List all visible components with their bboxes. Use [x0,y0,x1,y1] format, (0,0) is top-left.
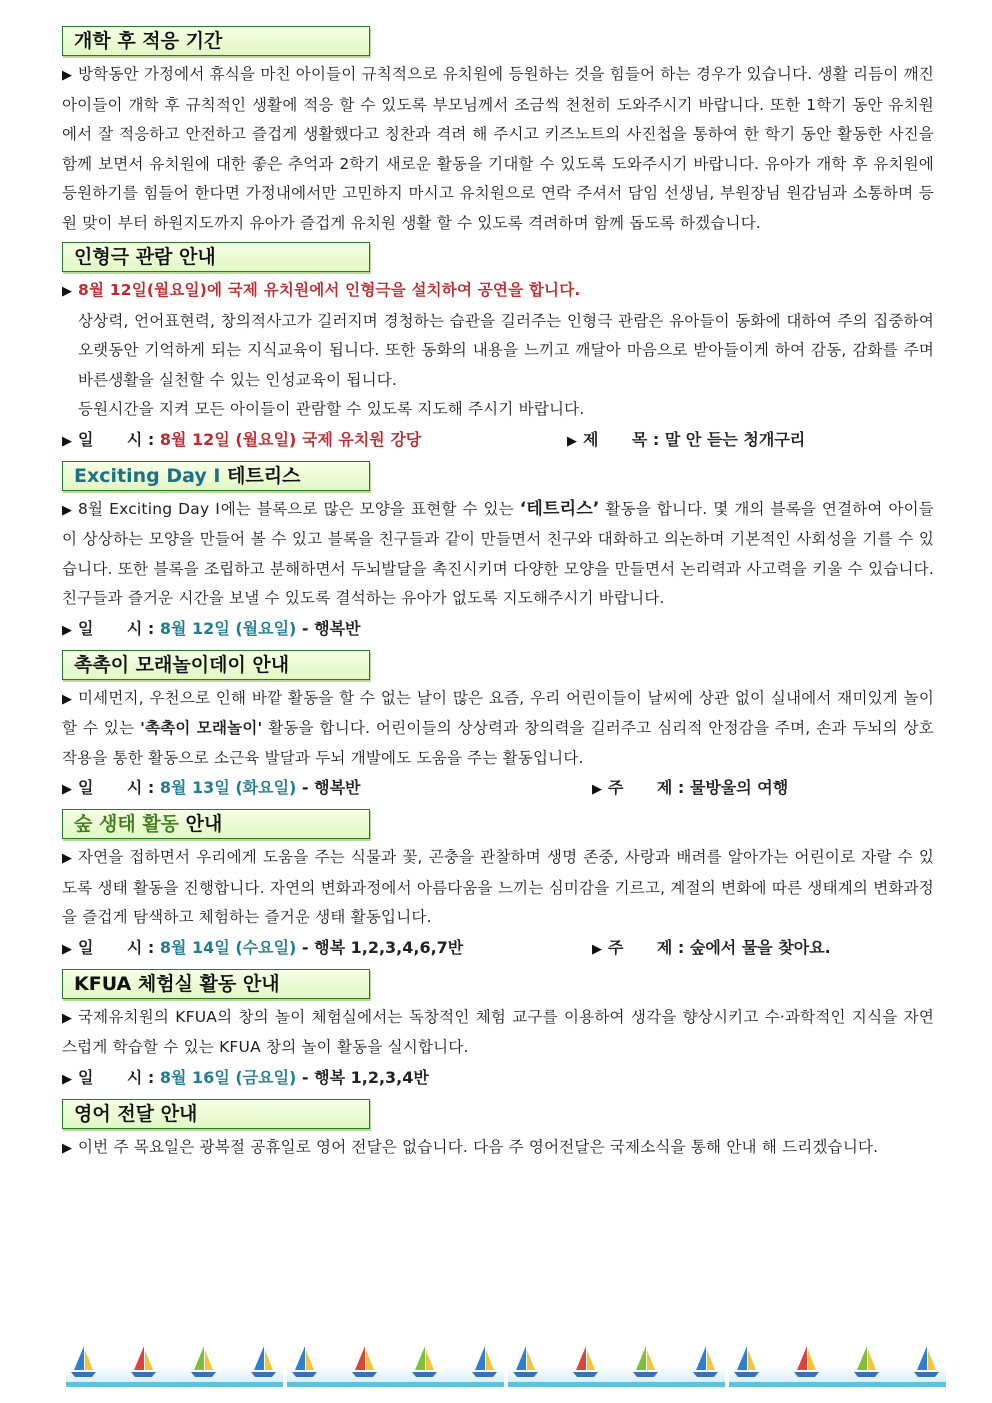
sailboat-icon [854,1346,879,1377]
sailboat-icon [191,1346,216,1377]
arrow-icon: ▶ [592,782,602,797]
arrow-icon: ▶ [62,1140,73,1156]
heading-text: 인형극 관람 안내 [74,246,216,268]
arrow-icon: ▶ [592,941,602,957]
date-label: 일 시 : [78,618,155,638]
arrow-icon: ▶ [62,1010,73,1026]
section-sand-play [62,650,934,806]
arrow-icon: ▶ [62,782,72,797]
arrow-icon: ▶ [62,68,73,83]
date-value: 8월 13일 (화요일) [159,778,297,797]
arrow-icon: ▶ [62,284,73,299]
sailboat-icon [131,1346,156,1377]
info-row [62,425,934,457]
section-heading [62,242,370,272]
class-value: - 행복반 [296,778,361,797]
sailboat-icon [412,1346,437,1377]
section-kfua [62,969,934,1095]
sailboat-icon [513,1346,538,1377]
paragraph-text: 자연을 접하면서 우리에게 도움을 주는 식물과 꽃, 곤충을 관찰하며 생명 존중, 사랑과 배려를 알아가는 어린이로 자랄 수 있도록 생태 활동을 진행합니다. 자연의 변화과정에서 아름다움을 느끼는 심미감을 기르고, 계절의 변화에 따른 생태계의 변화과정을 즐겁게 탐색하고 체험하는 즐거운 생태 활동입니다. [62,848,934,926]
title-value: 말 안 듣는 청개구리 [664,429,806,449]
heading-text: 영어 전달 안내 [74,1102,198,1125]
topic-value: 물방울의 여행 [689,778,789,797]
sailboat-icon [352,1346,377,1377]
section-heading [62,650,370,680]
info-row [62,933,934,965]
arrow-icon: ▶ [62,691,73,707]
sailboat-icon [633,1346,658,1377]
date-label: 일 시 : [78,1067,155,1087]
date-label: 일 시 : [78,937,155,957]
section-puppet-show [62,242,934,457]
section-english [62,1099,934,1164]
section-heading [62,26,370,56]
info-row [62,614,934,646]
heading-text-en: Exciting Day Ⅰ [74,464,221,487]
arrow-icon: ▶ [62,1071,72,1087]
date-value: 8월 12일 (월요일) [159,618,297,638]
arrow-icon: ▶ [62,622,72,638]
section-heading [62,969,370,999]
paragraph-text: 활동을 합니다. 몇 개의 블록을 연결하여 아이들이 상상하는 모양을 만들어 볼 수 있고 블록을 친구들과 같이 만들면서 친구와 대화하고 의논하며 기본적인 사회성을 기를 수 있습니다. 또한 블록을 조립하고 분해하면서 두뇌발달을 촉진시키며 다양한 모양을 만들면서 논리력과 사고력을 키울 수 있습니다. 친구들과 즐거운 시간을 보낼 수 있도록 결석하는 유아가 없도록 지도해주시기 바랍니다. [62,499,934,607]
paragraph-text: 8월 Exciting Day Ⅰ에는 블록으로 많은 모양을 표현할 수 있는 [78,499,514,518]
topic-value: 숲에서 물을 찾아요. [689,937,831,957]
paragraph-text: 이번 주 목요일은 광복절 공휴일로 영어 전달은 없습니다. 다음 주 영어전달은 국제소식을 통해 안내 해 드리겠습니다. [78,1137,879,1156]
info-row [62,1063,934,1095]
heading-text: 안내 [185,813,223,835]
paragraph-text: 미세먼지, 우천으로 인해 바깥 활동을 할 수 없는 날이 많은 요즘, 우리 어린이들이 날씨에 상관 없이 실내에서 재미있게 놀이할 수 있는 [62,688,934,737]
sailboat-group [66,1342,283,1387]
date-value: 8월 14일 (수요일) [159,937,297,957]
arrow-icon: ▶ [62,502,73,518]
paragraph-text: 활동을 합니다. 어린이들의 상상력과 창의력을 길러주고 심리적 안정감을 주며, 손과 두뇌의 상호작용을 통한 활동으로 소근육 발달과 두뇌 개발에도 도움을 주는 활동입니다. [62,719,934,767]
class-value: - 행복 1,2,3,4반 [296,1067,429,1087]
section-paragraph [62,1133,934,1164]
section-paragraph [62,60,934,238]
arrow-icon: ▶ [62,941,72,957]
sailboat-icon [794,1346,819,1377]
section-heading [62,1099,370,1129]
arrow-icon: ▶ [62,433,72,449]
date-label: 일 시 : [78,429,155,449]
class-value: - 행복반 [296,618,361,638]
title-label: 제 목 : [583,429,660,449]
section-heading [62,809,370,839]
section-paragraph [62,684,934,774]
sailboat-icon [71,1346,96,1377]
section-paragraph [62,843,934,933]
section-adaptation [62,26,934,238]
paragraph-text: 상상력, 언어표현력, 창의적사고가 길러지며 경청하는 습관을 길러주는 인형극 관람은 유아들이 동화에 대하여 주의 집중하여 오랫동안 기억하게 되는 지식교육이 됩니다. 또한 동화의 내용을 느끼고 깨달아 마음으로 받아들이게 하여 감동, 감화를 주며 바른생활을 실천할 수 있는 인성교육이 됩니다. [78,311,934,389]
heading-text-green: 숲 생태 활동 [74,813,179,835]
quote-text: ‘테트리스’ [519,498,600,519]
sailboat-icon [734,1346,759,1377]
sailboat-group [729,1342,946,1387]
highlight-text: 8월 12일(월요일)에 국제 유치원에서 인형극을 설치하여 공연을 합니다. [78,281,581,299]
sailboat-icon [292,1346,317,1377]
section-heading [62,461,370,491]
section-exciting-day [62,461,934,646]
heading-text: KFUA 체험실 활동 안내 [74,972,280,995]
date-value: 8월 12일 (월요일) 국제 유치원 강당 [159,429,422,449]
paragraph-text: 국제유치원의 KFUA의 창의 놀이 체험실에서는 독창적인 체험 교구를 이용하여 생각을 향상시키고 수·과학적인 지식을 자연스럽게 학습할 수 있는 KFUA 창의 놀이 활동을 실시합니다. [62,1007,934,1056]
topic-label: 주 제 : [608,778,685,797]
sailboat-icon [472,1346,497,1377]
sailboat-icon [251,1346,276,1377]
date-label: 일 시 : [78,778,155,797]
sailboat-icon [914,1346,939,1377]
sailboat-border [66,1342,946,1382]
arrow-icon: ▶ [62,851,73,866]
info-row [62,773,934,805]
heading-text: 테트리스 [227,464,301,487]
section-forest-ecology [62,809,934,965]
paragraph-text: 방학동안 가정에서 휴식을 마친 아이들이 규칙적으로 유치원에 등원하는 것을 힘들어 하는 경우가 있습니다. 생활 리듬이 깨진 아이들이 개학 후 규칙적인 생활에 적응 할 수 있도록 부모님께서 조금씩 천천히 도와주시기 바랍니다. 또한 1학기 동안 유치원에서 잘 적응하고 안전하고 즐겁게 생활했다고 칭찬과 격려 해 주시고 키즈노트의 사진첩을 통하여 한 학기 동안 활동한 사진을 함께 보면서 유치원에 대한 좋은 추억과 2학기 새로운 활동을 기대할 수 있도록 도와주시기 바랍니다. 유아가 개학 후 유치원에 등원하기를 힘들어 한다면 가정내에서만 고민하지 마시고 유치원으로 연락 주셔서 담임 선생님, 부원장님 원감님과 소통하며 등원 맞이 부터 하원지도까지 유아가 즐겁게 유치원 생활 할 수 있도록 격려하며 함께 돕도록 하겠습니다. [62,65,934,232]
topic-label: 주 제 : [608,937,685,957]
class-value: - 행복 1,2,3,4,6,7반 [296,937,464,957]
quote-text: '촉촉이 모래놀이' [140,719,263,737]
paragraph-text: 등원시간을 지켜 모든 아이들이 관람할 수 있도록 지도해 주시기 바랍니다. [78,400,585,418]
date-value: 8월 16일 (금요일) [159,1067,297,1087]
sailboat-group [508,1342,725,1387]
heading-text: 촉촉이 모래놀이데이 안내 [74,653,290,676]
heading-text: 개학 후 적응 기간 [74,30,223,52]
sailboat-group [287,1342,504,1387]
section-paragraph [62,1003,934,1063]
section-paragraph [62,276,934,425]
newsletter-page [62,26,934,1167]
sailboat-icon [573,1346,598,1377]
sailboat-icon [693,1346,718,1377]
arrow-icon: ▶ [567,433,577,449]
section-paragraph [62,495,934,614]
